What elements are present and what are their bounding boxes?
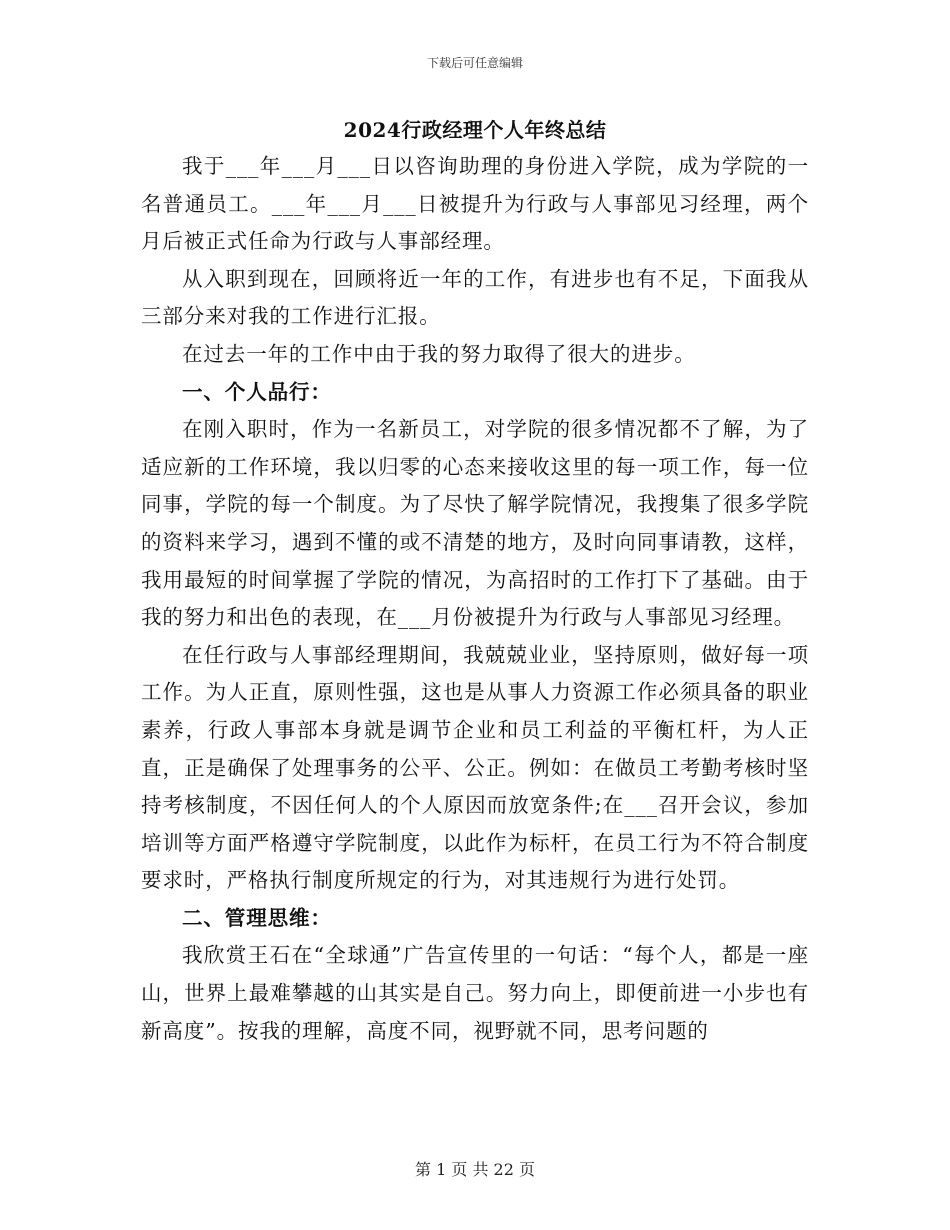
page-header-note: 下载后可任意编辑: [426, 56, 523, 70]
document-body: [141, 148, 809, 1050]
document-title: 2024行政经理个人年终总结: [343, 118, 607, 142]
section-heading: 二、管理思维：: [182, 905, 332, 930]
paragraph: 从入职到现在，回顾将近一年的工作，有进步也有不足，下面我从三部分来对我的工作进行汇报。: [141, 266, 809, 329]
section-heading: 一、个人品行：: [182, 379, 332, 404]
paragraph: 我于___年___月___日以咨询助理的身份进入学院，成为学院的一名普通员工。___年___月___日被提升为行政与人事部见习经理，两个月后被正式任命为行政与人事部经理。: [141, 154, 809, 254]
paragraph: 在过去一年的工作中由于我的努力取得了很大的进步。: [182, 341, 696, 366]
paragraph: 我欣赏王石在“全球通”广告宣传里的一句话：“每个人，都是一座山，世界上最难攀越的山其实是自己。努力向上，即便前进一小步也有新高度”。按我的理解，高度不同，视野就不同，思考问题的: [141, 943, 809, 1043]
page-number: 第 1 页 共 22 页: [415, 1160, 535, 1179]
paragraph: 在任行政与人事部经理期间，我兢兢业业，坚持原则，做好每一项工作。为人正直，原则性强，这也是从事人力资源工作必须具备的职业素养，行政人事部本身就是调节企业和员工利益的平衡杠杆，为人正直，正是确保了处理事务的公平、公正。例如：在做员工考勤考核时坚持考核制度，不因任何人的个人原因而放宽条件;在___召开会议，参加培训等方面严格遵守学院制度，以此作为标杆，在员工行为不符合制度要求时，严格执行制度所规定的行为，对其违规行为进行处罚。: [141, 642, 809, 893]
paragraph: 在刚入职时，作为一名新员工，对学院的很多情况都不了解，为了适应新的工作环境，我以归零的心态来接收这里的每一项工作，每一位同事，学院的每一个制度。为了尽快了解学院情况，我搜集了很多学院的资料来学习，遇到不懂的或不清楚的地方，及时向同事请教，这样，我用最短的时间掌握了学院的情况，为高招时的工作打下了基础。由于我的努力和出色的表现，在___月份被提升为行政与人事部见习经理。: [141, 417, 809, 630]
